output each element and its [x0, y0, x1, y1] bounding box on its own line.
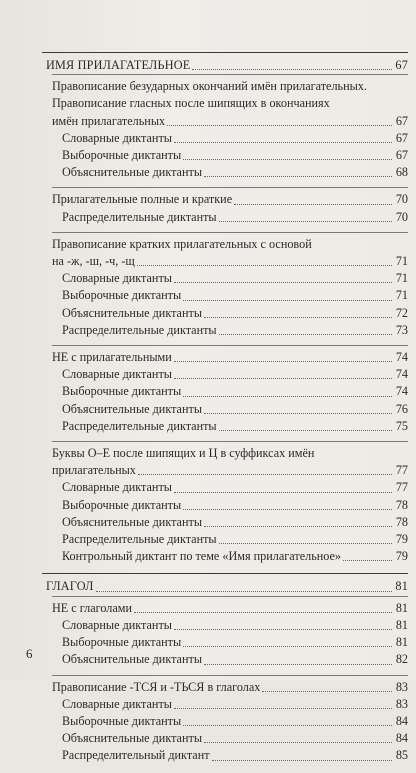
group-heading-line: Правописание гласных после шипящих в окончаниях [52, 96, 330, 111]
group-heading-label: на -ж, -ш, -ч, -щ [52, 254, 135, 269]
section-heading [42, 57, 408, 74]
toc-section [42, 573, 408, 764]
toc-item-label: Распределительные диктанты [62, 418, 217, 433]
dot-leader [174, 361, 392, 362]
toc-item-label: Распределительные диктанты [62, 532, 217, 547]
dot-leader [212, 760, 392, 761]
toc-item [52, 322, 408, 339]
toc-item-page: 78 [395, 514, 408, 529]
dot-leader [183, 396, 392, 397]
toc-item [52, 270, 408, 287]
toc-item [52, 696, 408, 713]
toc-item-label: Объяснительные диктанты [62, 731, 203, 746]
dot-leader [167, 125, 392, 126]
group-heading-page: 83 [395, 679, 408, 694]
section-heading-page: 81 [395, 579, 408, 594]
toc-item-page: 75 [395, 418, 408, 433]
toc-item [52, 730, 408, 747]
dot-leader [137, 265, 392, 266]
group-heading-line: Правописание кратких прилагательных с основой [52, 236, 312, 251]
toc-item-label: Распределительные диктанты [62, 322, 217, 337]
toc-item-label: Выборочные диктанты [62, 497, 182, 512]
toc-item [52, 514, 408, 531]
section-heading [42, 578, 408, 595]
dot-leader [183, 646, 392, 647]
toc-item [52, 401, 408, 418]
group-heading-label: прилагательных [52, 463, 136, 478]
toc-item-label: Словарные диктанты [62, 367, 172, 382]
toc-item-label: Словарные диктанты [62, 130, 172, 145]
toc-item-page: 74 [395, 384, 408, 399]
toc-item-page: 79 [395, 549, 408, 564]
dot-leader [138, 474, 392, 475]
toc-item-page: 67 [395, 130, 408, 145]
group-heading [52, 679, 408, 696]
group-heading-page: 67 [395, 113, 408, 128]
group-heading [52, 191, 408, 208]
group-heading-label: НЕ с глаголами [52, 600, 132, 615]
toc-item-label: Распределительные диктанты [62, 209, 217, 224]
toc-item [52, 548, 408, 565]
section-heading-label: ГЛАГОЛ [46, 579, 94, 594]
group-heading-page: 70 [395, 192, 408, 207]
toc-item-page: 68 [395, 165, 408, 180]
dot-leader [174, 378, 392, 379]
toc-item-label: Выборочные диктанты [62, 384, 182, 399]
toc-group [52, 187, 408, 225]
toc-item-label: Выборочные диктанты [62, 635, 182, 650]
toc-item-label: Словарные диктанты [62, 271, 172, 286]
dot-leader [192, 69, 392, 70]
toc-item-page: 82 [395, 652, 408, 667]
toc-item-page: 71 [395, 288, 408, 303]
toc-item-label: Выборочные диктанты [62, 148, 182, 163]
group-heading-label: НЕ с прилагательными [52, 350, 172, 365]
dot-leader [183, 509, 392, 510]
group-heading-page: 74 [395, 350, 408, 365]
dot-leader [204, 317, 392, 318]
toc-item [52, 479, 408, 496]
toc-item [52, 366, 408, 383]
toc-item-page: 83 [395, 696, 408, 711]
group-heading [52, 113, 408, 130]
toc-item [52, 747, 408, 764]
dot-leader [183, 159, 392, 160]
toc-item-page: 81 [395, 617, 408, 632]
toc-item-label: Словарные диктанты [62, 480, 172, 495]
toc-item [52, 383, 408, 400]
group-heading-page: 71 [395, 254, 408, 269]
toc-item-label: Объяснительные диктанты [62, 514, 203, 529]
toc-item-label: Контрольный диктант по теме «Имя прилагательное» [62, 549, 342, 564]
dot-leader [174, 708, 392, 709]
toc-section [42, 52, 408, 565]
table-of-contents [42, 52, 408, 773]
toc-item [52, 287, 408, 304]
toc-item [52, 130, 408, 147]
group-heading [52, 600, 408, 617]
toc-item-label: Объяснительные диктанты [62, 165, 203, 180]
toc-item [52, 209, 408, 226]
toc-item [52, 305, 408, 322]
dot-leader [174, 282, 392, 283]
toc-item-page: 71 [395, 271, 408, 286]
toc-item-page: 84 [395, 731, 408, 746]
toc-item-label: Объяснительные диктанты [62, 401, 203, 416]
dot-leader [204, 742, 392, 743]
toc-item-page: 67 [395, 148, 408, 163]
toc-item-page: 70 [395, 209, 408, 224]
toc-group [52, 232, 408, 339]
toc-item-label: Объяснительные диктанты [62, 305, 203, 320]
toc-item [52, 418, 408, 435]
page-number: 6 [26, 646, 33, 661]
dot-leader [183, 300, 392, 301]
toc-group [52, 345, 408, 435]
toc-item-page: 73 [395, 322, 408, 337]
dot-leader [204, 413, 392, 414]
dot-leader [262, 691, 392, 692]
toc-item-page: 85 [395, 748, 408, 763]
toc-item-label: Словарные диктанты [62, 617, 172, 632]
group-heading-label: Прилагательные полные и краткие [52, 192, 233, 207]
toc-item [52, 634, 408, 651]
toc-item [52, 147, 408, 164]
dot-leader [174, 142, 392, 143]
toc-item-page: 77 [395, 480, 408, 495]
toc-item [52, 651, 408, 668]
dot-leader [134, 612, 392, 613]
toc-item-label: Распределительный диктант [62, 748, 210, 763]
toc-item-page: 78 [395, 497, 408, 512]
section-heading-page: 67 [395, 58, 408, 72]
toc-item-page: 84 [395, 713, 408, 728]
group-heading-line: Правописание безударных окончаний имён прилагательных. [52, 79, 367, 94]
toc-group [52, 596, 408, 669]
group-heading-page: 77 [395, 463, 408, 478]
toc-item-page: 76 [395, 401, 408, 416]
dot-leader [174, 492, 392, 493]
dot-leader [219, 334, 392, 335]
dot-leader [343, 560, 392, 561]
dot-leader [204, 176, 392, 177]
toc-group [52, 74, 408, 181]
toc-item-page: 72 [395, 305, 408, 320]
toc-group [52, 441, 408, 565]
toc-item [52, 617, 408, 634]
group-heading-line: Буквы О–Е после шипящих и Ц в суффиксах имён [52, 446, 315, 461]
section-heading-label: ИМЯ ПРИЛАГАТЕЛЬНОЕ [46, 58, 191, 72]
toc-item [52, 713, 408, 730]
dot-leader [234, 204, 392, 205]
dot-leader [204, 664, 392, 665]
group-heading-label: Правописание -ТСЯ и -ТЬСЯ в глаголах [52, 679, 261, 694]
toc-group [52, 675, 408, 765]
toc-item-page: 81 [395, 635, 408, 650]
group-heading [52, 253, 408, 270]
toc-item [52, 531, 408, 548]
toc-item-label: Объяснительные диктанты [62, 652, 203, 667]
group-heading [52, 462, 408, 479]
dot-leader [219, 221, 392, 222]
toc-item-page: 79 [395, 532, 408, 547]
toc-item [52, 164, 408, 181]
dot-leader [219, 430, 392, 431]
group-heading-label: имён прилагательных [52, 113, 166, 128]
group-heading-page: 81 [395, 600, 408, 615]
toc-item [52, 497, 408, 514]
toc-item-label: Выборочные диктанты [62, 288, 182, 303]
dot-leader [183, 725, 392, 726]
group-heading [52, 349, 408, 366]
toc-item-label: Словарные диктанты [62, 696, 172, 711]
dot-leader [204, 526, 392, 527]
dot-leader [219, 543, 392, 544]
toc-item-label: Выборочные диктанты [62, 713, 182, 728]
dot-leader [174, 629, 392, 630]
toc-item-page: 74 [395, 367, 408, 382]
dot-leader [96, 591, 392, 592]
